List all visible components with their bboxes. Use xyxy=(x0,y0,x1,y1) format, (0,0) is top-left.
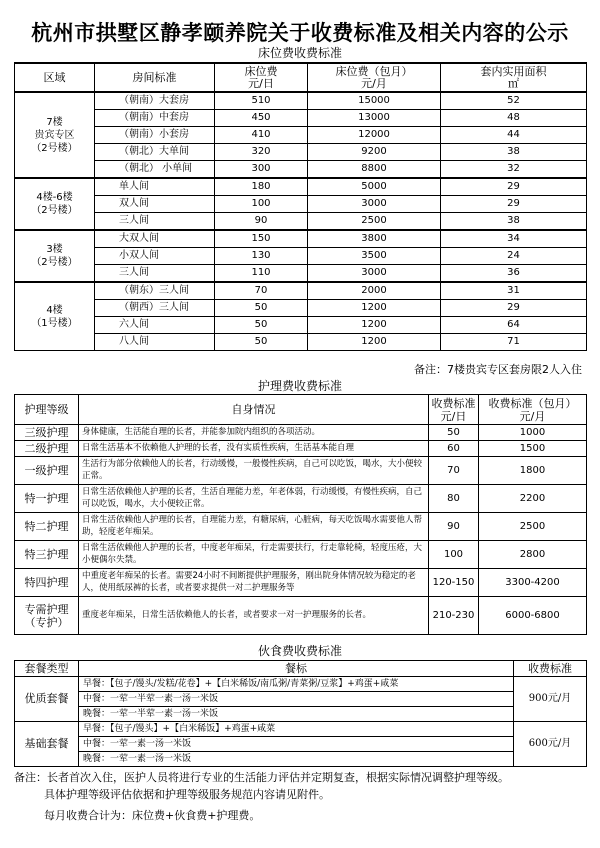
bed-cell: 300 xyxy=(215,161,308,179)
bed-cell: 450 xyxy=(215,110,308,127)
care-cell: 特一护理 xyxy=(15,485,79,513)
footnote-total: 每月收费合计为：床位费+伙食费+护理费。 xyxy=(44,809,261,822)
bed-cell: 100 xyxy=(215,196,308,213)
table-row xyxy=(15,300,587,317)
care-cell: 特三护理 xyxy=(15,541,79,569)
bed-cell: 9200 xyxy=(308,144,441,161)
bed-cell: 29 xyxy=(441,178,587,196)
bed-cell: 六人间 xyxy=(95,317,215,334)
package-name: 基础套餐 xyxy=(15,722,79,767)
meal-cell: 早餐：【包子/馒头/发糕/花卷】+【白米稀饭/南瓜粥/青菜粥/豆浆】+鸡蛋+咸菜 xyxy=(79,677,514,692)
care-cell: 一级护理 xyxy=(15,457,79,485)
care-cell: 60 xyxy=(429,441,479,457)
bed-cell: 31 xyxy=(441,282,587,300)
care-section-title: 护理费收费标准 xyxy=(257,379,342,393)
table-row xyxy=(15,722,587,737)
care-cell: 专需护理 （专护） xyxy=(15,597,79,635)
bed-cell: 50 xyxy=(215,334,308,351)
bed-cell: 410 xyxy=(215,127,308,144)
bed-cell: 1200 xyxy=(308,317,441,334)
care-cell: 100 xyxy=(429,541,479,569)
bed-section-title: 床位费收费标准 xyxy=(257,46,342,60)
bed-cell: 320 xyxy=(215,144,308,161)
care-cell: 6000-6800 xyxy=(479,597,587,635)
care-cell: 三级护理 xyxy=(15,425,79,441)
table-row xyxy=(15,317,587,334)
bed-cell: 双人间 xyxy=(95,196,215,213)
bed-cell: 3500 xyxy=(308,248,441,265)
food-header-cell: 收费标准 xyxy=(514,661,587,677)
bed-cell: 44 xyxy=(441,127,587,144)
bed-cell: 180 xyxy=(215,178,308,196)
area-cell: 7楼 贵宾专区 （2号楼） xyxy=(15,92,95,178)
table-row xyxy=(15,513,587,541)
care-cell: 1500 xyxy=(479,441,587,457)
care-cell: 二级护理 xyxy=(15,441,79,457)
table-row xyxy=(15,92,587,110)
care-cell: 重度老年痴呆，日常生活依赖他人的长者，或者要求一对一护理服务的长者。 xyxy=(79,597,429,635)
table-row xyxy=(15,707,587,722)
care-cell: 日常生活依赖他人护理的长者，自理能力差，有糖尿病，心脏病，每天吃饭喝水需要他人帮助，轻度老年痴呆。 xyxy=(79,513,429,541)
care-cell: 210-230 xyxy=(429,597,479,635)
package-price: 900元/月 xyxy=(514,677,587,722)
care-cell: 中重度老年痴呆的长者。需要24小时不间断提供护理服务，刚出院身体情况较为稳定的老人，使用纸尿裤的长者，或者要求提供一对二护理服务等 xyxy=(79,569,429,597)
bed-cell: 3000 xyxy=(308,196,441,213)
care-cell: 1800 xyxy=(479,457,587,485)
bed-cell: （朝南）大套房 xyxy=(95,92,215,110)
table-row xyxy=(15,161,587,179)
bed-cell: 48 xyxy=(441,110,587,127)
bed-cell: 34 xyxy=(441,230,587,248)
bed-cell: 64 xyxy=(441,317,587,334)
bed-cell: 38 xyxy=(441,144,587,161)
bed-cell: 29 xyxy=(441,300,587,317)
food-header-cell: 套餐类型 xyxy=(15,661,79,677)
page-title: 杭州市拱墅区静孝颐养院关于收费标准及相关内容的公示 xyxy=(31,20,569,45)
bed-cell: 12000 xyxy=(308,127,441,144)
care-header-cell: 收费标准（包月） 元/月 xyxy=(479,395,587,425)
table-row xyxy=(15,441,587,457)
bed-cell: 5000 xyxy=(308,178,441,196)
area-cell: 3楼 （2号楼） xyxy=(15,230,95,282)
care-cell: 70 xyxy=(429,457,479,485)
bed-cell: 3000 xyxy=(308,265,441,283)
food-fee-table xyxy=(14,660,587,767)
care-cell: 120-150 xyxy=(429,569,479,597)
care-cell: 90 xyxy=(429,513,479,541)
care-cell: 2500 xyxy=(479,513,587,541)
bed-cell: 24 xyxy=(441,248,587,265)
bed-cell: 13000 xyxy=(308,110,441,127)
bed-cell: 大双人间 xyxy=(95,230,215,248)
bed-cell: 110 xyxy=(215,265,308,283)
care-cell: 80 xyxy=(429,485,479,513)
care-header-cell: 自身情况 xyxy=(79,395,429,425)
meal-cell: 中餐：一荤一半荤一素一汤一米饭 xyxy=(79,692,514,707)
bed-cell: 15000 xyxy=(308,92,441,110)
footnote-assessment: 备注：长者首次入住，医护人员将进行专业的生活能力评估并定期复查，根据实际情况调整护理等级。 xyxy=(14,771,509,784)
bed-cell: （朝北） 小单间 xyxy=(95,161,215,179)
bed-cell: （朝东）三人间 xyxy=(95,282,215,300)
bed-cell: 八人间 xyxy=(95,334,215,351)
table-row xyxy=(15,248,587,265)
bed-note: 备注：7楼贵宾专区套房限2人入住 xyxy=(414,363,582,376)
meal-cell: 晚餐：一荤一半荤一素一汤一米饭 xyxy=(79,707,514,722)
table-row xyxy=(15,144,587,161)
bed-cell: 单人间 xyxy=(95,178,215,196)
care-fee-table xyxy=(14,394,587,635)
care-cell: 2800 xyxy=(479,541,587,569)
care-cell: 身体健康，生活能自理的长者，并能参加院内组织的各项活动。 xyxy=(79,425,429,441)
table-row xyxy=(15,425,587,441)
table-row xyxy=(15,196,587,213)
bed-cell: 70 xyxy=(215,282,308,300)
bed-fee-table xyxy=(14,62,587,351)
food-header-cell: 餐标 xyxy=(79,661,514,677)
care-cell: 50 xyxy=(429,425,479,441)
table-row xyxy=(15,569,587,597)
care-header-cell: 收费标准 元/日 xyxy=(429,395,479,425)
bed-header-cell: 房间标准 xyxy=(95,63,215,92)
bed-cell: 38 xyxy=(441,213,587,231)
bed-header-cell: 床位费（包月） 元/月 xyxy=(308,63,441,92)
bed-cell: 50 xyxy=(215,300,308,317)
table-row xyxy=(15,230,587,248)
bed-cell: （朝北）大单间 xyxy=(95,144,215,161)
bed-cell: 1200 xyxy=(308,300,441,317)
bed-cell: 3800 xyxy=(308,230,441,248)
care-cell: 特四护理 xyxy=(15,569,79,597)
care-cell: 1000 xyxy=(479,425,587,441)
table-row xyxy=(15,127,587,144)
table-row xyxy=(15,282,587,300)
bed-header-cell: 床位费 元/日 xyxy=(215,63,308,92)
table-row xyxy=(15,178,587,196)
care-header-cell: 护理等级 xyxy=(15,395,79,425)
bed-cell: 2500 xyxy=(308,213,441,231)
bed-cell: 130 xyxy=(215,248,308,265)
bed-cell: （朝南）小套房 xyxy=(95,127,215,144)
table-row xyxy=(15,692,587,707)
table-row xyxy=(15,334,587,351)
meal-cell: 早餐：【包子/馒头】+【白米稀饭】+鸡蛋+咸菜 xyxy=(79,722,514,737)
bed-cell: 510 xyxy=(215,92,308,110)
table-row xyxy=(15,541,587,569)
meal-cell: 晚餐：一荤一素一汤一米饭 xyxy=(79,752,514,767)
care-cell: 日常生活依赖他人护理的长者，中度老年痴呆，行走需要扶行，行走靠轮椅，轻度压疮，大小便偶尔失禁。 xyxy=(79,541,429,569)
bed-cell: 三人间 xyxy=(95,213,215,231)
bed-cell: 三人间 xyxy=(95,265,215,283)
package-name: 优质套餐 xyxy=(15,677,79,722)
care-cell: 日常生活基本不依赖他人护理的长者，没有实质性疾病，生活基本能自理 xyxy=(79,441,429,457)
table-row xyxy=(15,677,587,692)
care-cell: 生活行为部分依赖他人的长者，行动缓慢，一般慢性疾病，自己可以吃饭，喝水，大小便较正常。 xyxy=(79,457,429,485)
bed-cell: 50 xyxy=(215,317,308,334)
footnote-attachment: 具体护理等级评估依据和护理等级服务规范内容请见附件。 xyxy=(44,788,330,801)
bed-cell: 36 xyxy=(441,265,587,283)
bed-cell: 2000 xyxy=(308,282,441,300)
table-row xyxy=(15,737,587,752)
bed-cell: 52 xyxy=(441,92,587,110)
table-row xyxy=(15,265,587,283)
table-row xyxy=(15,752,587,767)
table-row xyxy=(15,597,587,635)
bed-header-cell: 套内实用面积 ㎡ xyxy=(441,63,587,92)
area-cell: 4楼-6楼 （2号楼） xyxy=(15,178,95,230)
table-row xyxy=(15,485,587,513)
bed-cell: 1200 xyxy=(308,334,441,351)
care-cell: 特二护理 xyxy=(15,513,79,541)
bed-cell: （朝南）中套房 xyxy=(95,110,215,127)
table-row xyxy=(15,213,587,231)
table-row xyxy=(15,457,587,485)
area-cell: 4楼 （1号楼） xyxy=(15,282,95,351)
care-cell: 日常生活依赖他人护理的长者，生活自理能力差，年老体弱，行动缓慢，有慢性疾病，自己可以吃饭，喝水，大小便较正常。 xyxy=(79,485,429,513)
bed-cell: 32 xyxy=(441,161,587,179)
meal-cell: 中餐：一荤一素一汤一米饭 xyxy=(79,737,514,752)
package-price: 600元/月 xyxy=(514,722,587,767)
table-row xyxy=(15,110,587,127)
food-section-title: 伙食费收费标准 xyxy=(257,644,342,658)
bed-cell: 150 xyxy=(215,230,308,248)
bed-header-cell: 区域 xyxy=(15,63,95,92)
bed-cell: 90 xyxy=(215,213,308,231)
care-cell: 2200 xyxy=(479,485,587,513)
bed-cell: 小双人间 xyxy=(95,248,215,265)
bed-cell: （朝西）三人间 xyxy=(95,300,215,317)
bed-cell: 29 xyxy=(441,196,587,213)
bed-cell: 71 xyxy=(441,334,587,351)
bed-cell: 8800 xyxy=(308,161,441,179)
care-cell: 3300-4200 xyxy=(479,569,587,597)
